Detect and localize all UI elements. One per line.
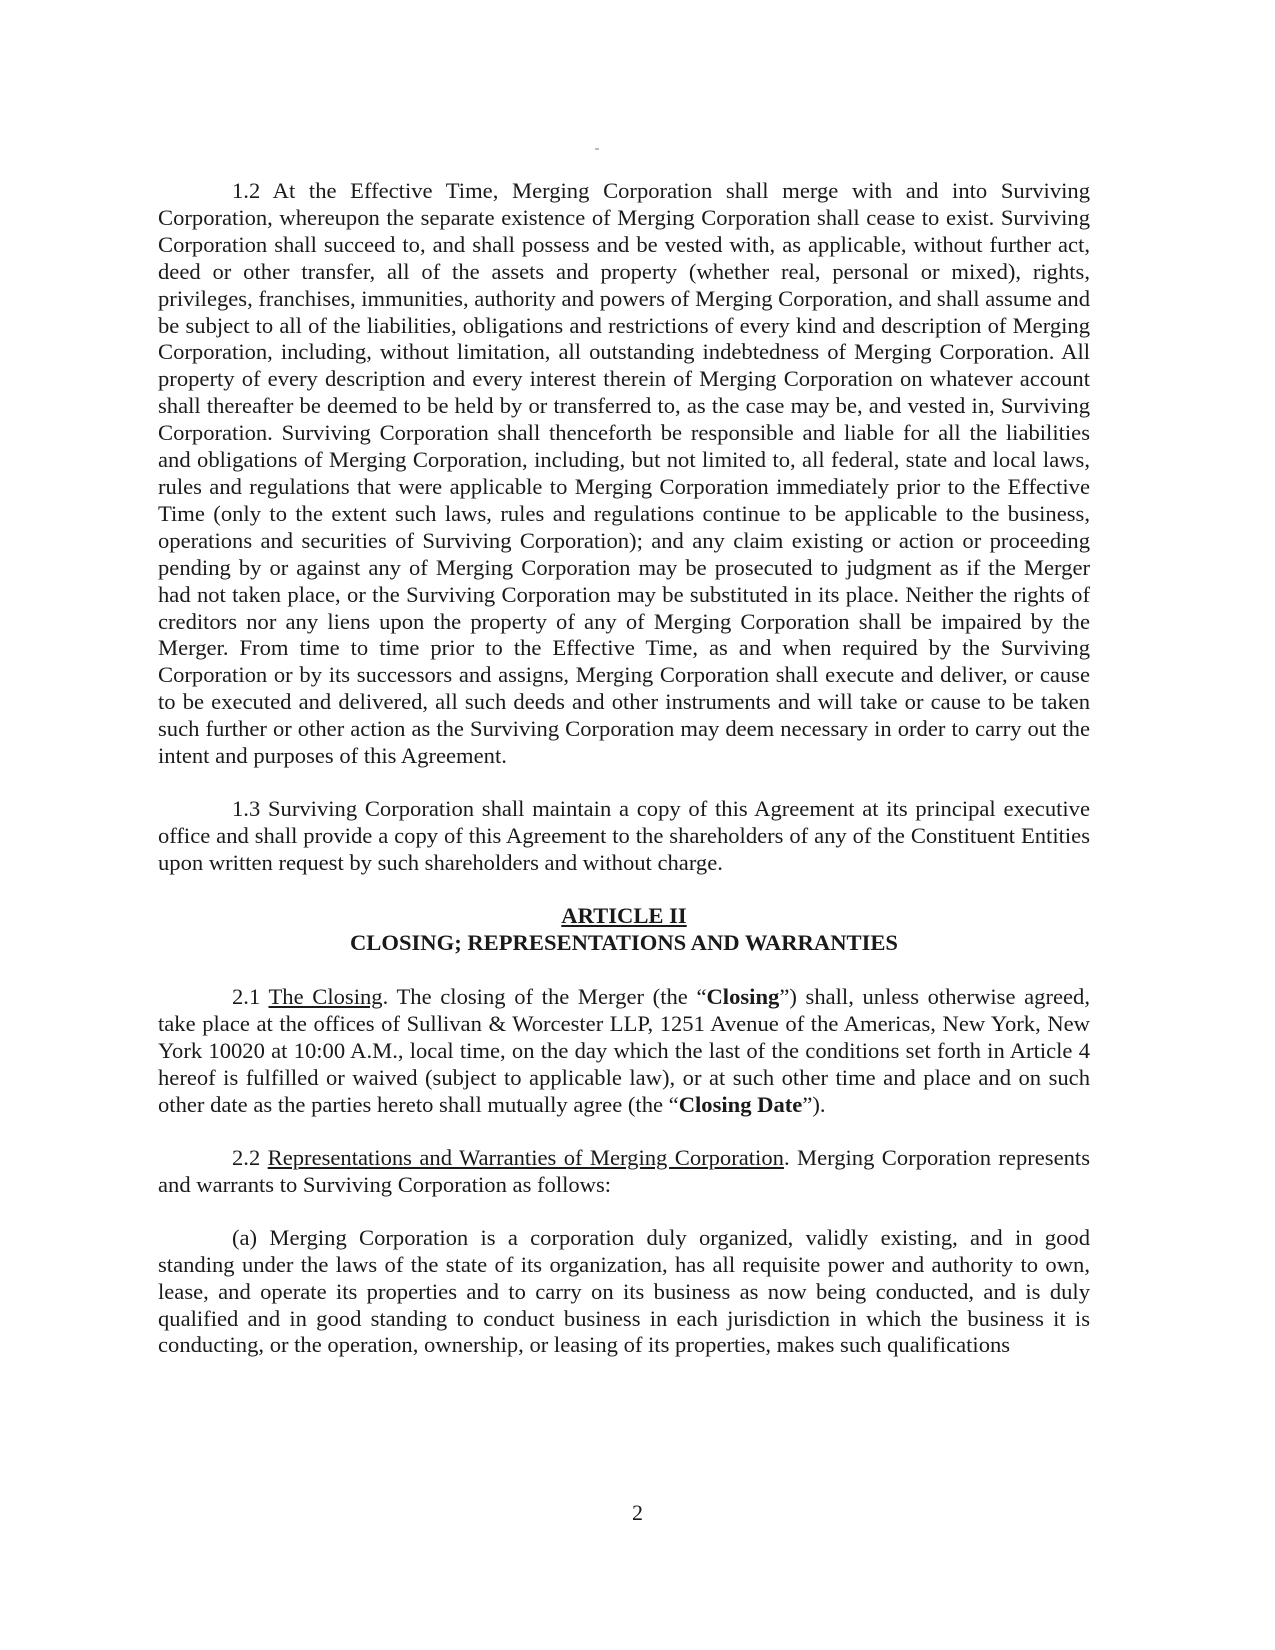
page-number: 2 (632, 1500, 643, 1525)
article-heading (158, 903, 1090, 957)
section-2-2-a: (a) Merging Corporation is a corporation duly organized, validly existing, and in good standing under the laws of the state of its organization, has all requisite power and authority to own, lease, and operate its properties and to carry on its business as now being conducted, and is duly qualified and in good standing to conduct business in each jurisdiction in which the business it is conducting, or the operation, ownership, or leasing of its properties, makes such qualifications (158, 1224, 1090, 1358)
section-1-3: 1.3 Surviving Corporation shall maintain a copy of this Agreement at its principal executive office and shall provide a copy of this Agreement to the shareholders of any of the Constituent Entities upon written request by such shareholders and without charge. (158, 795, 1090, 875)
article-title: CLOSING; REPRESENTATIONS AND WARRANTIES (349, 929, 899, 955)
section-2-1 (158, 984, 1090, 1119)
section-2-2-number: 2.2 (232, 1145, 268, 1170)
section-2-2-heading: Representations and Warranties of Merging Corporation (267, 1145, 784, 1170)
section-2-1-text-1: . The closing of the Merger (the “ (382, 984, 707, 1010)
section-2-2-text: . Merging Corporation represents and warrants to Surviving Corporation as follows: (158, 1145, 1090, 1197)
section-2-1-text-2: ”) shall, unless otherwise agreed, take place at the offices of Sullivan & Worcester LLP, 1251 Avenue of the Americas, New York, New York 10020 at 10:00 A.M., local time, on the day which the last of the conditions set forth in Article 4 hereof is fulfilled or waived (subject to applicable law), or at such other time and place and on such other date as the parties hereto shall mutually agree (the “ (158, 984, 1090, 1118)
section-2-1-heading: The Closing (268, 984, 383, 1010)
article-number: ARTICLE II (561, 902, 687, 928)
section-2-1-number: 2.1 (232, 984, 269, 1010)
scan-artifact (595, 148, 599, 150)
defined-term-closing-date: Closing Date (678, 1092, 803, 1118)
section-2-1-text-3: ”). (802, 1092, 826, 1118)
section-1-2: 1.2 At the Effective Time, Merging Corporation shall merge with and into Surviving Corporation, whereupon the separate existence of Merging Corporation shall cease to exist. Surviving Corporation shall succeed to, and shall possess and be vested with, as applicable, without further act, deed or other transfer, all of the assets and property (whether real, personal or mixed), rights, privileges, franchises, immunities, authority and powers of Merging Corporation, and shall assume and be subject to all of the liabilities, obligations and restrictions of every kind and description of Merging Corporation, including, without limitation, all outstanding indebtedness of Merging Corporation. All property of every description and every interest therein of Merging Corporation on whatever account shall thereafter be deemed to be held by or transferred to, as the case may be, and vested in, Surviving Corporation. Surviving Corporation shall thenceforth be responsible and liable for all the liabilities and obligations of Merging Corporation, including, but not limited to, all federal, state and local laws, rules and regulations that were applicable to Merging Corporation immediately prior to the Effective Time (only to the extent such laws, rules and regulations continue to be applicable to the business, operations and securities of Surviving Corporation); and any claim existing or action or proceeding pending by or against any of Merging Corporation may be prosecuted to judgment as if the Merger had not taken place, or the Surviving Corporation may be substituted in its place. Neither the rights of creditors nor any liens upon the property of any of Merging Corporation shall be impaired by the Merger. From time to time prior to the Effective Time, as and when required by the Surviving Corporation or by its successors and assigns, Merging Corporation shall execute and deliver, or cause to be executed and delivered, all such deeds and other instruments and will take or cause to be taken such further or other action as the Surviving Corporation may deem necessary in order to carry out the intent and purposes of this Agreement. (158, 178, 1091, 769)
section-2-2 (158, 1145, 1090, 1199)
document-body (158, 178, 1090, 1385)
defined-term-closing: Closing (706, 984, 780, 1010)
